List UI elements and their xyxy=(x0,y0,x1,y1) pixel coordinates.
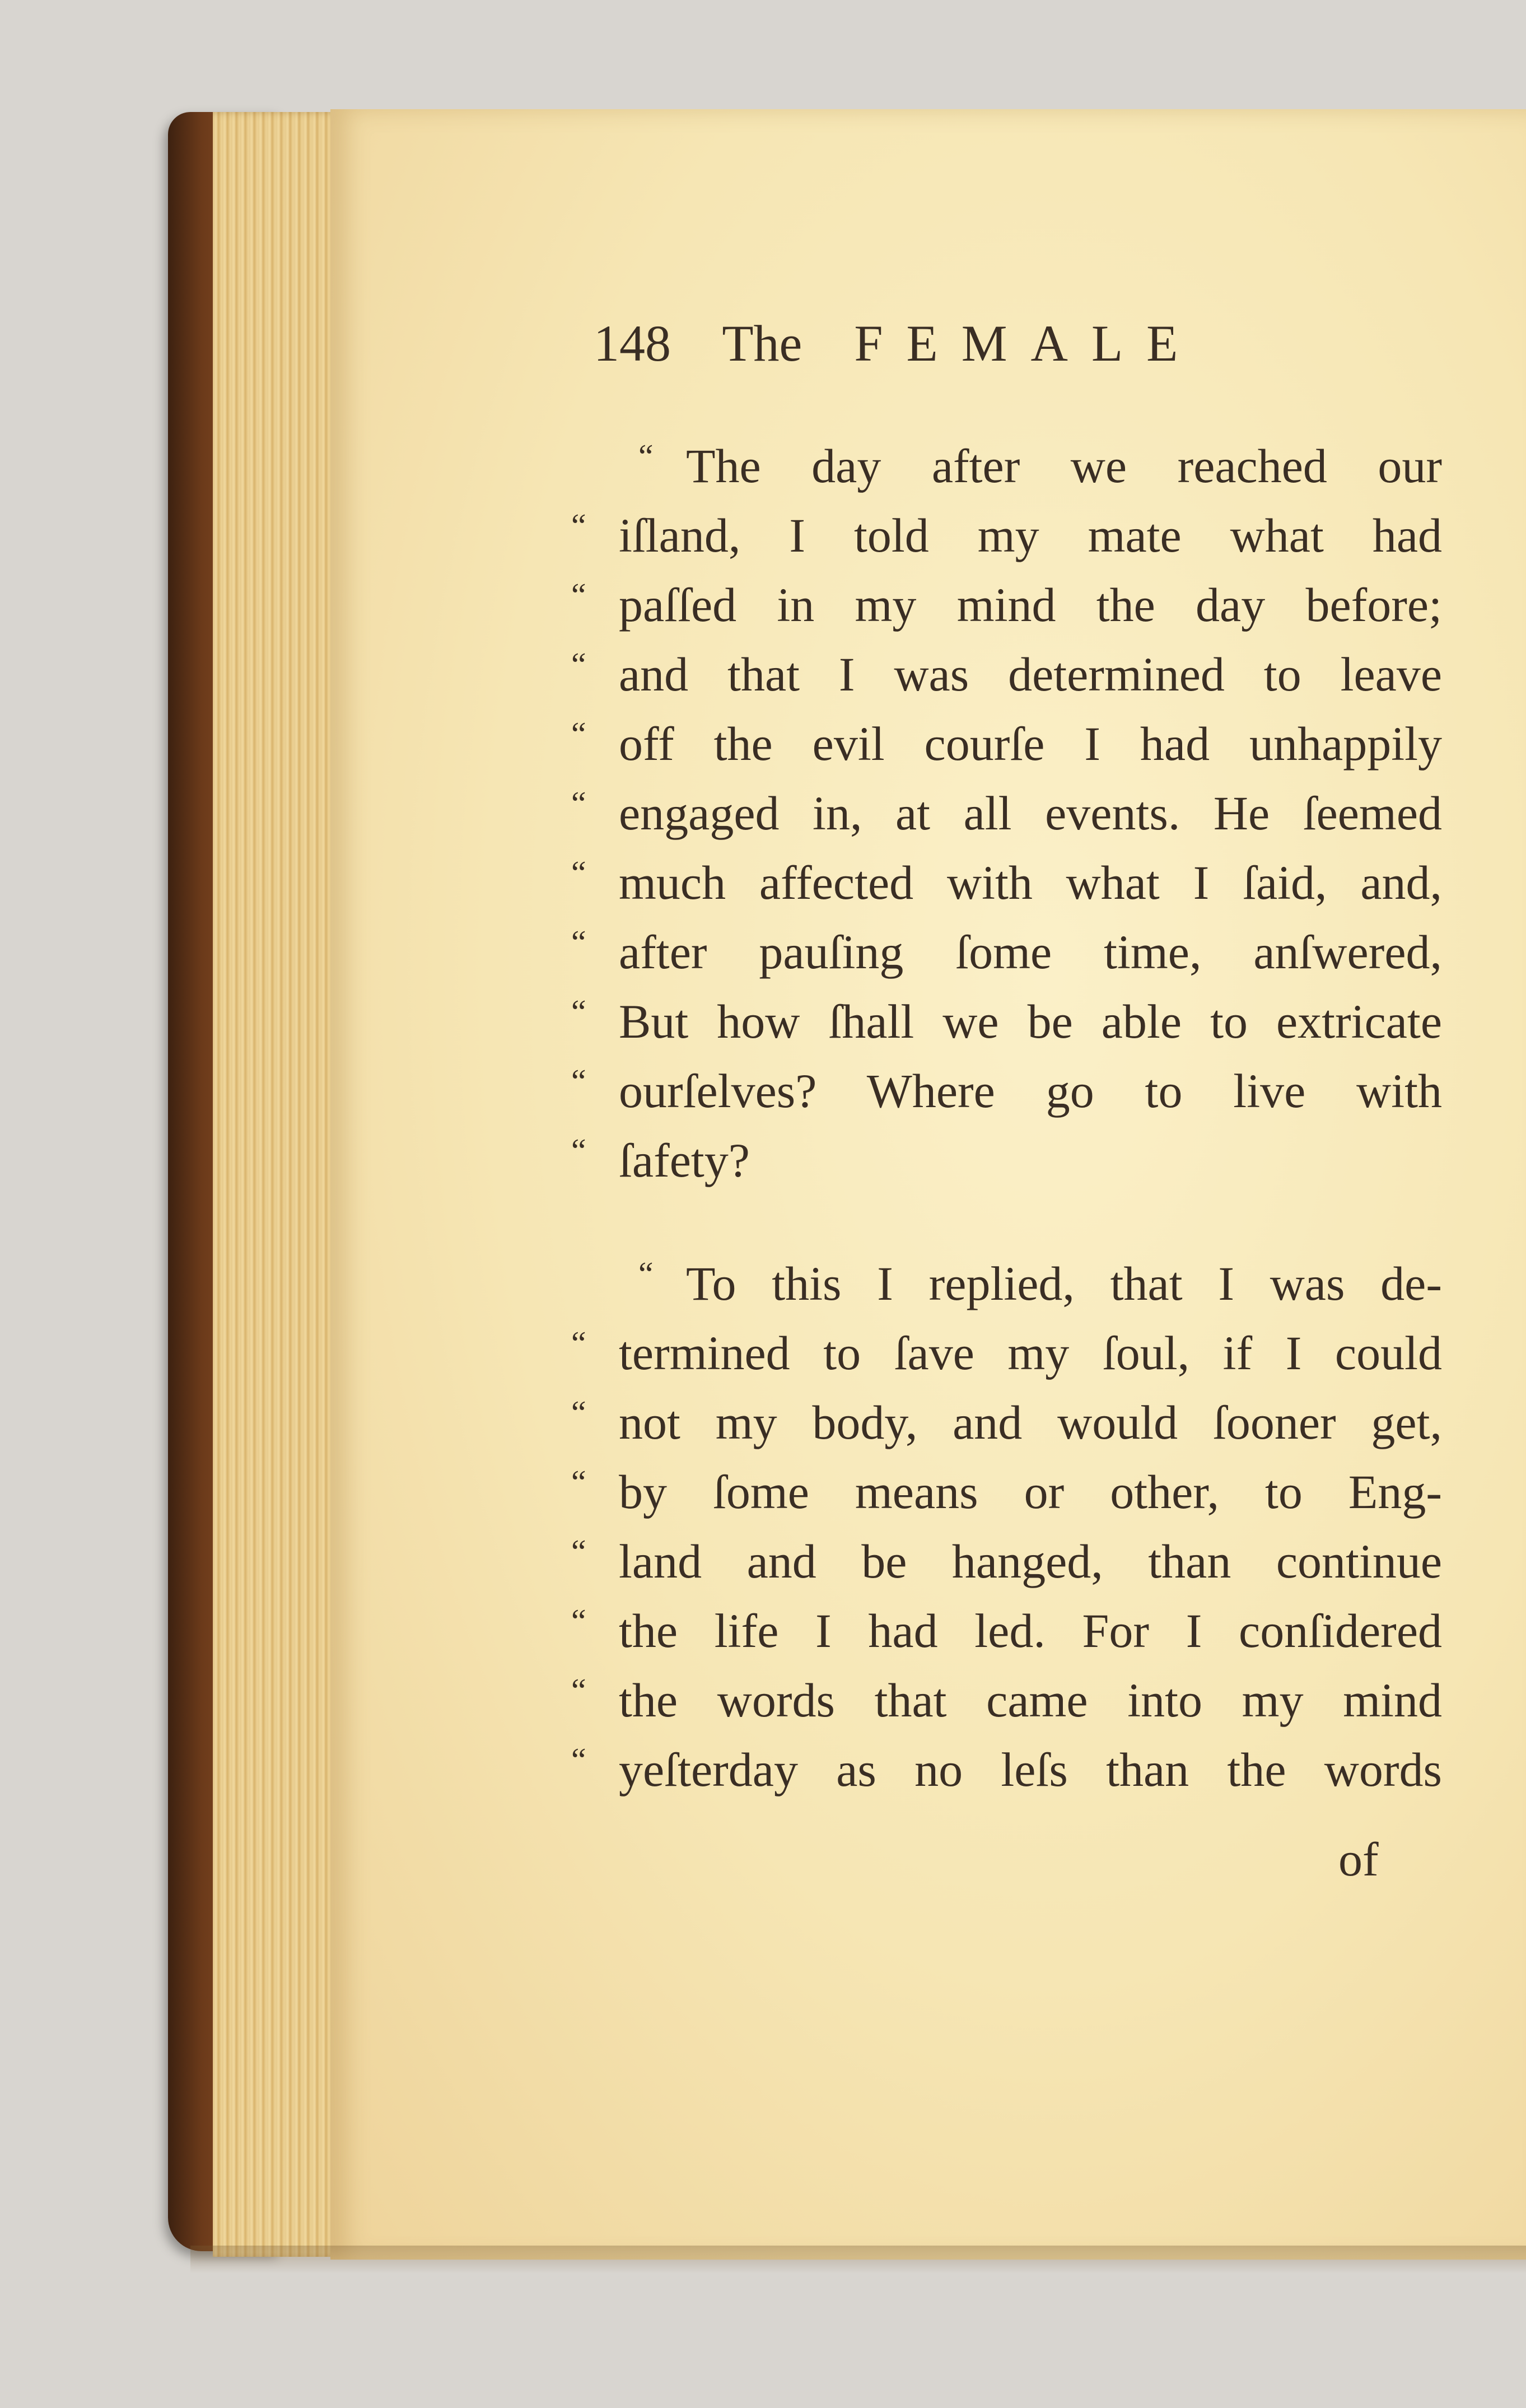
text-line xyxy=(571,1388,1445,1457)
quote-mark: “ xyxy=(571,1533,586,1570)
quote-mark: “ xyxy=(571,1603,586,1640)
quote-mark: “ xyxy=(571,716,586,753)
text-line xyxy=(571,570,1445,640)
line-text: ſafety? xyxy=(619,1133,750,1187)
line-text: But how ſhall we be able to extricate xyxy=(619,995,1442,1048)
text-line xyxy=(571,431,1445,501)
paragraph xyxy=(571,1249,1445,1804)
text-line xyxy=(571,709,1445,778)
line-text: ourſelves? Where go to live with xyxy=(619,1064,1442,1118)
text-line xyxy=(571,848,1445,917)
paragraph xyxy=(571,431,1445,1195)
quote-mark: “ xyxy=(571,577,586,614)
text-line xyxy=(571,1457,1445,1527)
quote-mark: “ xyxy=(571,1672,586,1709)
text-line xyxy=(571,1527,1445,1596)
text-line xyxy=(571,640,1445,709)
quote-mark: “ xyxy=(571,1063,586,1100)
quote-mark: “ xyxy=(571,646,586,683)
quote-mark: “ xyxy=(571,1742,586,1779)
text-line xyxy=(571,987,1445,1056)
quote-mark: “ xyxy=(571,1394,586,1431)
header-title: FEMALE xyxy=(854,315,1202,372)
line-text: off the evil courſe I had unhappily xyxy=(619,717,1442,771)
page-number: 148 xyxy=(594,315,671,372)
text-line xyxy=(571,917,1445,987)
line-text: much affected with what I ſaid, and, xyxy=(619,856,1442,909)
header-article: The xyxy=(722,315,802,372)
quote-mark: “ xyxy=(638,1256,654,1292)
line-text: after pauſing ſome time, anſwered, xyxy=(619,925,1442,979)
running-header xyxy=(594,314,1201,373)
text-line xyxy=(571,778,1445,848)
quote-mark: “ xyxy=(571,1132,586,1169)
text-line xyxy=(571,1596,1445,1665)
line-text: iſland, I told my mate what had xyxy=(619,508,1442,562)
quote-mark: “ xyxy=(571,785,586,822)
line-text: not my body, and would ſooner get, xyxy=(619,1396,1442,1449)
page-shadow xyxy=(190,2246,1526,2274)
line-text: To this I replied, that I was de- xyxy=(686,1257,1442,1310)
line-text: yeſterday as no leſs than the words xyxy=(619,1743,1442,1796)
quote-mark: “ xyxy=(571,855,586,892)
text-line xyxy=(571,1665,1445,1735)
line-text: engaged in, at all events. He ſeemed xyxy=(619,786,1442,840)
line-text: paſſed in my mind the day before; xyxy=(619,578,1442,632)
text-line xyxy=(571,1735,1445,1804)
quote-mark: “ xyxy=(638,438,654,475)
catchword: of xyxy=(1338,1832,1379,1886)
text-line xyxy=(571,501,1445,570)
line-text: the words that came into my mind xyxy=(619,1673,1442,1727)
line-text: the life I had led. For I conſidered xyxy=(619,1604,1442,1658)
line-text: The day after we reached our xyxy=(686,439,1442,493)
quote-mark: “ xyxy=(571,924,586,961)
line-text: termined to ſave my ſoul, if I could xyxy=(619,1326,1442,1380)
quote-mark: “ xyxy=(571,1464,586,1501)
quote-mark: “ xyxy=(571,1325,586,1362)
line-text: land and be hanged, than continue xyxy=(619,1534,1442,1588)
text-line xyxy=(571,1249,1445,1318)
quote-mark: “ xyxy=(571,507,586,544)
text-line xyxy=(571,1318,1445,1388)
text-line xyxy=(571,1126,1445,1195)
text-line xyxy=(571,1056,1445,1126)
line-text: and that I was determined to leave xyxy=(619,647,1442,701)
line-text: by ſome means or other, to Eng- xyxy=(619,1465,1442,1519)
quote-mark: “ xyxy=(571,993,586,1030)
